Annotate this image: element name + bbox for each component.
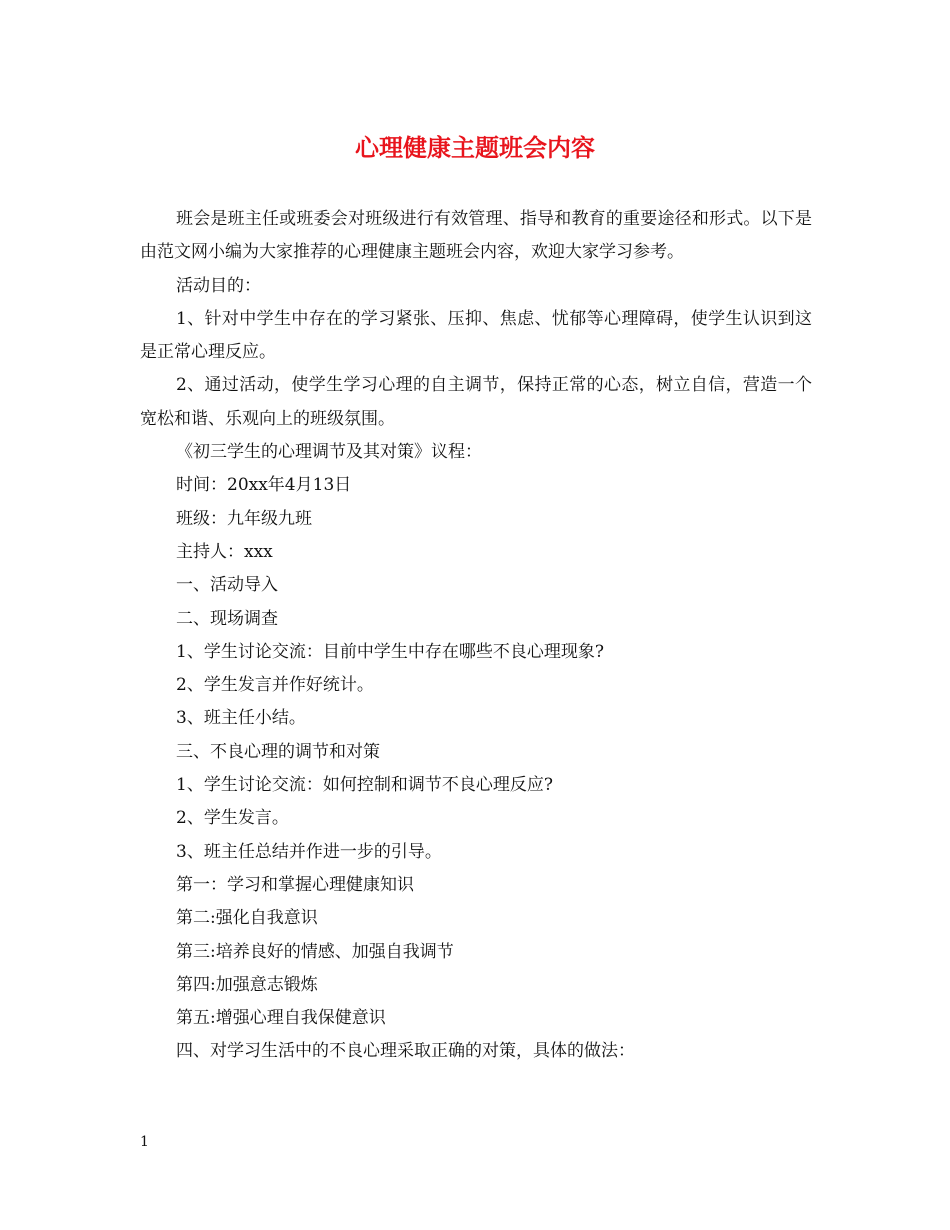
paragraph: 2、学生发言。 bbox=[176, 808, 289, 829]
paragraph: 四、对学习生活中的不良心理采取正确的对策，具体的做法： bbox=[176, 1041, 635, 1062]
paragraph: 3、班主任小结。 bbox=[176, 708, 306, 729]
paragraph: 第二:强化自我意识 bbox=[176, 908, 318, 929]
page-number: 1 bbox=[140, 1134, 149, 1150]
paragraph: 1、学生讨论交流：目前中学生中存在哪些不良心理现象? bbox=[176, 641, 604, 662]
document-title: 心理健康主题班会内容 bbox=[355, 133, 595, 162]
paragraph: 第一：学习和掌握心理健康知识 bbox=[176, 874, 414, 895]
paragraph: 3、班主任总结并作进一步的引导。 bbox=[176, 841, 442, 862]
paragraph: 班会是班主任或班委会对班级进行有效管理、指导和教育的重要途径和形式。以下是由范文网小编为大家推荐的心理健康主题班会内容，欢迎大家学习参考。 bbox=[140, 209, 812, 263]
document-body bbox=[140, 203, 812, 1069]
paragraph: 活动目的： bbox=[176, 275, 261, 296]
paragraph: 《初三学生的心理调节及其对策》议程： bbox=[176, 442, 482, 463]
paragraph: 1、针对中学生中存在的学习紧张、压抑、焦虑、忧郁等心理障碍，使学生认识到这是正常心理反应。 bbox=[140, 308, 812, 363]
paragraph: 第五:增强心理自我保健意识 bbox=[176, 1008, 386, 1029]
paragraph: 第四:加强意志锻炼 bbox=[176, 974, 318, 995]
paragraph: 三、不良心理的调节和对策 bbox=[176, 741, 380, 762]
paragraph: 1、学生讨论交流：如何控制和调节不良心理反应? bbox=[176, 775, 553, 796]
paragraph: 第三:培养良好的情感、加强自我调节 bbox=[176, 941, 454, 962]
paragraph: 一、活动导入 bbox=[176, 575, 278, 596]
paragraph: 2、通过活动，使学生学习心理的自主调节，保持正常的心态，树立自信，营造一个宽松和谐、乐观向上的班级氛围。 bbox=[140, 375, 812, 429]
paragraph: 主持人：xxx bbox=[176, 541, 273, 562]
paragraph: 2、学生发言并作好统计。 bbox=[176, 675, 374, 696]
paragraph: 班级：九年级九班 bbox=[176, 508, 312, 529]
paragraph: 二、现场调查 bbox=[176, 608, 278, 629]
paragraph: 时间：20xx年4月13日 bbox=[176, 475, 352, 496]
